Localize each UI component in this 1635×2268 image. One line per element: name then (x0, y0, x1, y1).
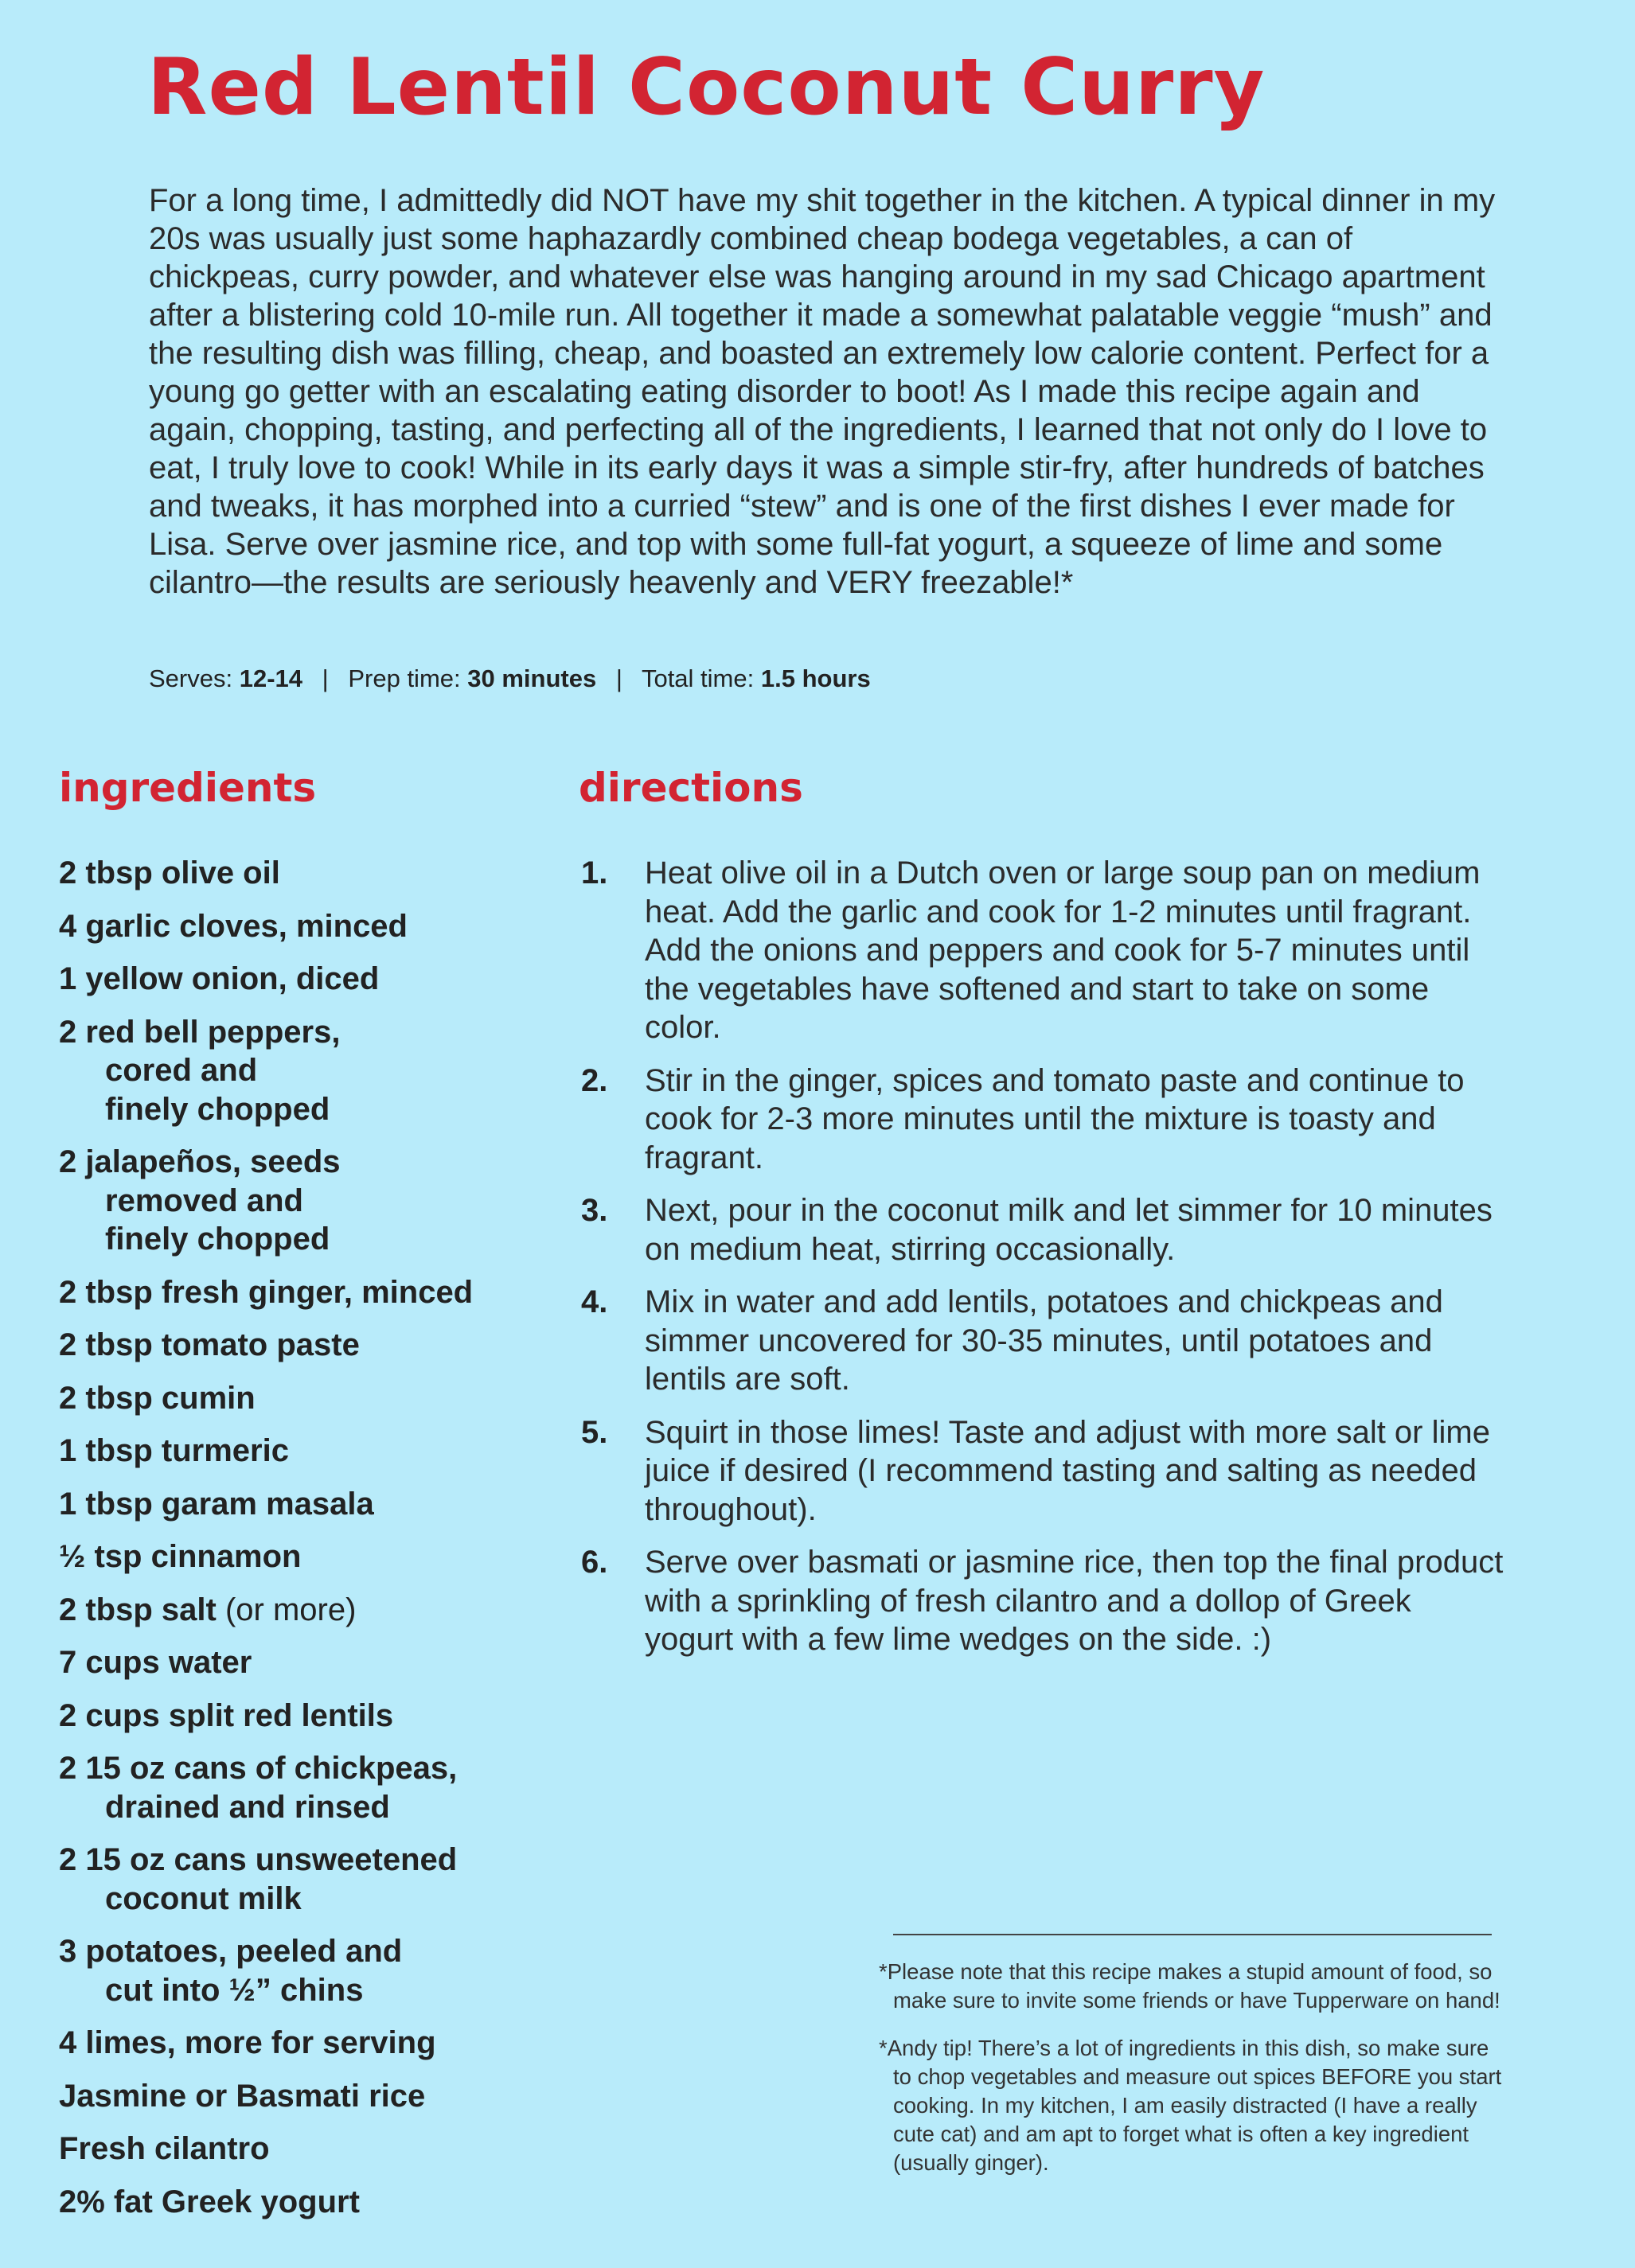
ingredient-text: 1 tbsp turmeric (59, 1433, 289, 1468)
prep-time-value: 30 minutes (467, 664, 597, 692)
meta-separator: | (615, 664, 622, 692)
step-text: Mix in water and add lentils, potatoes and chickpeas and simmer uncovered for 30-35 minutes, until potatoes and lentils are soft. (645, 1284, 1443, 1397)
ingredient-text-continued: removed and finely chopped (105, 1183, 330, 1257)
ingredient-text: 2 jalapeños, seeds (59, 1144, 341, 1179)
direction-step (581, 1062, 1504, 1178)
ingredient-item (59, 1697, 552, 1736)
step-text: Next, pour in the coconut milk and let simmer for 10 minutes on medium heat, stirring occasionally. (645, 1193, 1493, 1267)
directions-list (581, 854, 1504, 1674)
ingredient-text: Jasmine or Basmati rice (59, 2078, 426, 2114)
footnotes (879, 1958, 1508, 2196)
ingredient-text: 2 tbsp salt (59, 1592, 217, 1627)
total-time-value: 1.5 hours (760, 664, 871, 692)
ingredient-text: 1 tbsp garam masala (59, 1486, 374, 1522)
ingredients-heading: ingredients (59, 765, 317, 811)
ingredient-item (59, 854, 552, 893)
ingredient-item (59, 1591, 552, 1630)
ingredient-text: 7 cups water (59, 1645, 252, 1680)
ingredient-item (59, 1326, 552, 1365)
intro-paragraph: For a long time, I admittedly did NOT have my shit together in the kitchen. A typical dinner in my 20s was usually just some haphazardly combined cheap bodega vegetables, a can of chickpeas, curry powder, and whatever else was hanging around in my sad Chicago apartment after a blistering cold 10-mile run. All together it made a somewhat palatable veggie “mush” and the resulting dish was filling, cheap, and boasted an extremely low calorie content. Perfect for a young go getter with an escalating eating disorder to boot! As I made this recipe again and again, chopping, tasting, and perfecting all of the ingredients, I learned that not only do I love to eat, I truly love to cook! While in its early days it was a simple stir-fry, after hundreds of batches and tweaks, it has morphed into a curried “stew” and is one of the first dishes I ever made for Lisa. Serve over jasmine rice, and top with some full-fat yogurt, a squeeze of lime and some cilantro—the results are seriously heavenly and VERY freezable!* (149, 183, 1496, 600)
ingredient-text-continued: coconut milk (105, 1880, 302, 1916)
step-text: Stir in the ginger, spices and tomato paste and continue to cook for 2-3 more minutes until the mixture is toasty and fragrant. (645, 1062, 1465, 1175)
ingredient-text: 4 garlic cloves, minced (59, 908, 408, 944)
ingredient-note: (or more) (216, 1592, 357, 1627)
direction-step (581, 854, 1504, 1047)
ingredient-text: 2 tbsp cumin (59, 1380, 256, 1416)
step-text: Squirt in those limes! Taste and adjust with more salt or lime juice if desired (I recommend tasting and salting as needed throughout). (645, 1414, 1490, 1527)
ingredient-item (59, 2183, 552, 2222)
step-text: Serve over basmati or jasmine rice, then top the final product with a sprinkling of fresh cilantro and a dollop of Greek yogurt with a few lime wedges on the side. :) (645, 1545, 1504, 1657)
ingredient-item (59, 1643, 552, 1682)
serves-label: Serves: (149, 664, 233, 692)
ingredient-text-continued: cut into ½” chins (105, 1972, 364, 2008)
prep-time-label: Prep time: (348, 664, 461, 692)
step-number: 3. (581, 1193, 608, 1228)
step-number: 4. (581, 1284, 608, 1319)
ingredient-text: 2 tbsp olive oil (59, 855, 280, 890)
ingredient-item (59, 1485, 552, 1524)
ingredient-text: 4 limes, more for serving (59, 2025, 436, 2060)
ingredient-item (59, 2024, 552, 2063)
ingredients-list (59, 854, 552, 2235)
ingredient-text: 2 15 oz cans unsweetened (59, 1842, 458, 1877)
serves-value: 12-14 (239, 664, 303, 692)
total-time-label: Total time: (641, 664, 755, 692)
direction-step (581, 1191, 1504, 1268)
ingredient-item (59, 1749, 552, 1826)
ingredient-text: 2 tbsp tomato paste (59, 1327, 360, 1362)
footnote: *Please note that this recipe makes a stupid amount of food, so make sure to invite some friends or have Tupperware on hand! (879, 1959, 1500, 2013)
ingredient-item (59, 1013, 552, 1129)
recipe-title: Red Lentil Coconut Curry (147, 42, 1266, 133)
ingredient-item (59, 1841, 552, 1918)
step-number: 2. (581, 1062, 608, 1098)
direction-step (581, 1543, 1504, 1659)
ingredient-text: 2 tbsp fresh ginger, minced (59, 1274, 474, 1310)
ingredient-item (59, 960, 552, 999)
ingredient-text: 1 yellow onion, diced (59, 961, 380, 996)
ingredient-item (59, 1432, 552, 1471)
footnote: *Andy tip! There’s a lot of ingredients in this dish, so make sure to chop vegetables and measure out spices BEFORE you start cooking. In my kitchen, I am easily distracted (I have a really cute cat) and am apt to forget what is often a key ingredient (usually ginger). (879, 2036, 1502, 2175)
ingredient-item (59, 907, 552, 946)
ingredient-item (59, 1537, 552, 1576)
ingredient-text: ½ tsp cinnamon (59, 1539, 302, 1574)
step-number: 5. (581, 1414, 608, 1450)
footnote-divider (893, 1934, 1492, 1935)
ingredient-text-continued: drained and rinsed (105, 1789, 390, 1825)
meta-separator: | (322, 664, 329, 692)
ingredient-text-continued: cored and finely chopped (105, 1053, 330, 1127)
direction-step (581, 1413, 1504, 1530)
ingredient-item (59, 1273, 552, 1312)
ingredient-item (59, 1143, 552, 1259)
ingredient-text: 2 15 oz cans of chickpeas, (59, 1751, 458, 1786)
step-number: 6. (581, 1545, 608, 1580)
recipe-meta (149, 662, 871, 696)
ingredient-item (59, 1932, 552, 2009)
ingredient-item (59, 1379, 552, 1418)
ingredient-text: 3 potatoes, peeled and (59, 1934, 403, 1969)
direction-step (581, 1283, 1504, 1399)
step-number: 1. (581, 855, 608, 890)
ingredient-item (59, 2130, 552, 2169)
ingredient-text: 2 cups split red lentils (59, 1697, 394, 1733)
step-text: Heat olive oil in a Dutch oven or large soup pan on medium heat. Add the garlic and cook for 1-2 minutes until fragrant. Add the onions and peppers and cook for 5-7 minutes until the vegetables have softened and start to take on some color. (645, 855, 1481, 1045)
ingredient-text: 2 red bell peppers, (59, 1014, 341, 1050)
ingredient-item (59, 2077, 552, 2116)
directions-heading: directions (579, 765, 803, 811)
ingredient-text: Fresh cilantro (59, 2131, 270, 2166)
ingredient-text: 2% fat Greek yogurt (59, 2184, 360, 2219)
